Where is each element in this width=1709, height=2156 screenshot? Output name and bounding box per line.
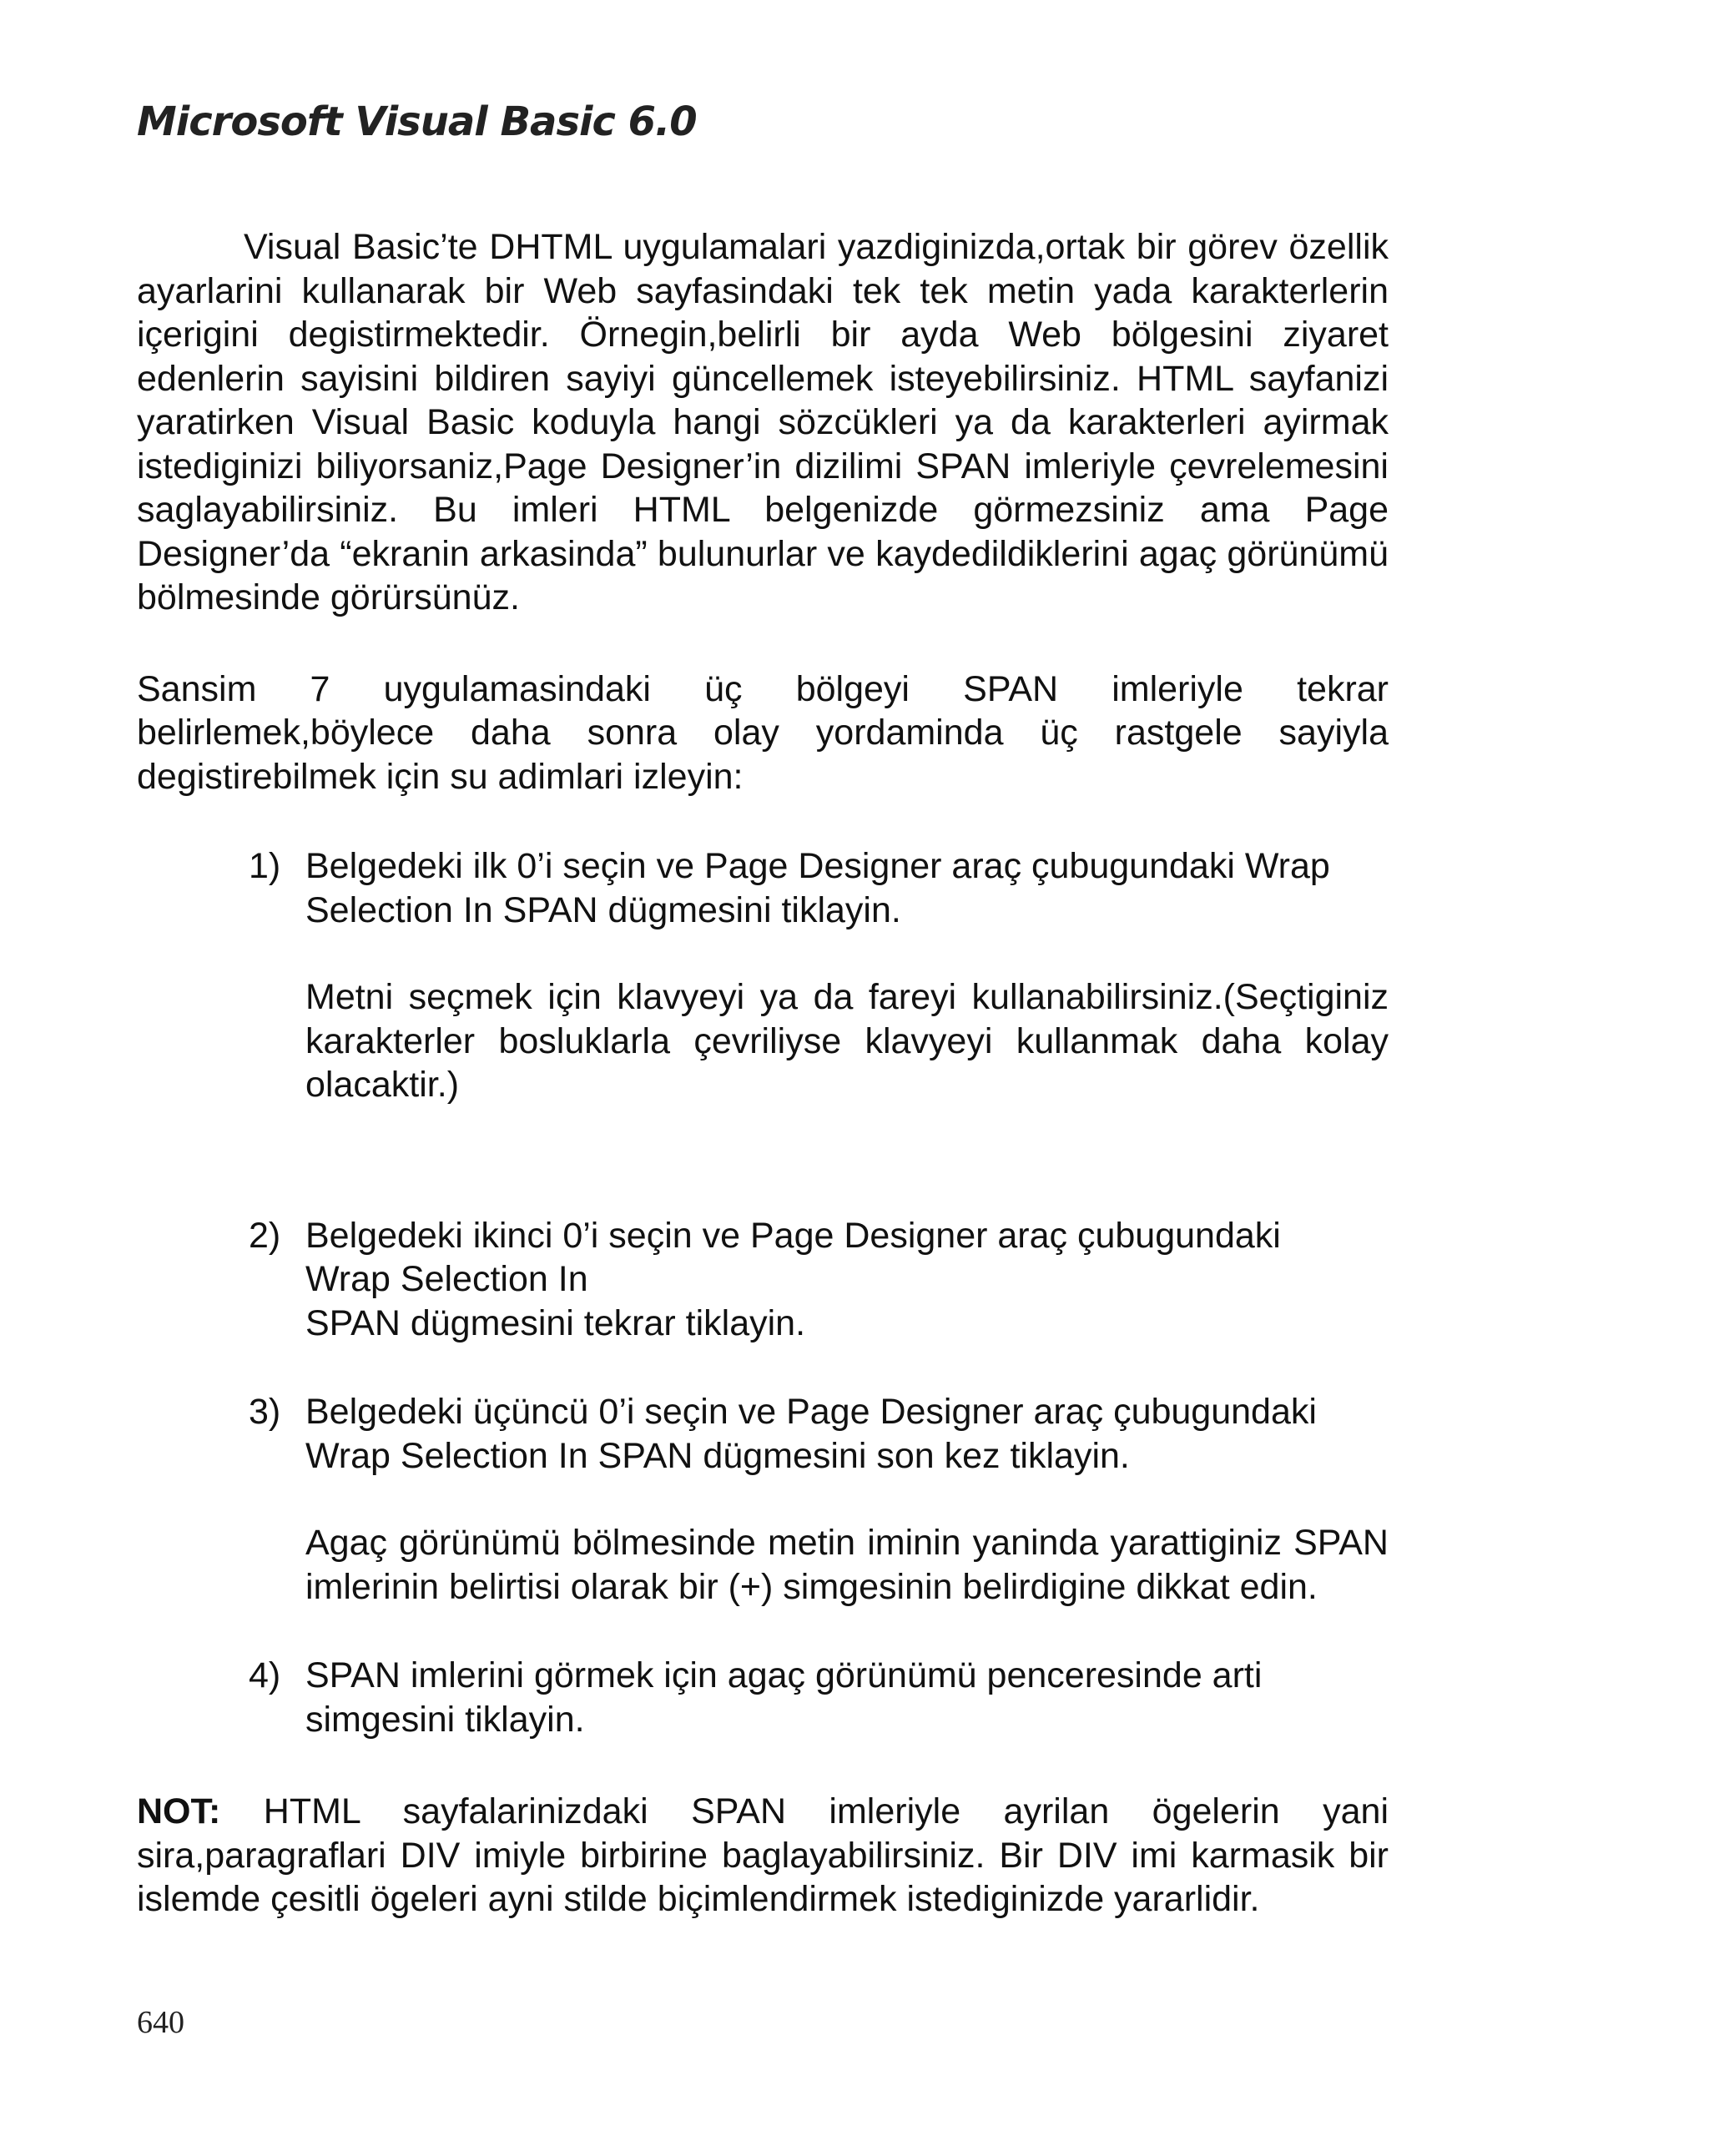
step-3 <box>137 1390 1389 1609</box>
step-number: 4) <box>249 1655 281 1695</box>
step-text-line: SPAN dügmesini tekrar tiklayin. <box>305 1302 806 1343</box>
page-body <box>137 225 1389 1922</box>
step-text: Belgedeki ilk 0’i seçin ve Page Designer araç çubugundaki Wrap Selection In SPAN dügmesini tiklayin. <box>305 846 1330 930</box>
step-text: SPAN imlerini görmek için agaç görünümü penceresinde arti simgesini tiklayin. <box>305 1655 1263 1740</box>
step-2 <box>137 1214 1389 1346</box>
note-text: HTML sayfalarinizdaki SPAN imleriyle ayrilan ögelerin yani sira,paragraflari DIV imiyle birbirine baglayabilirsiniz. Bir DIV imi karmasik bir islemde çesitli ögeleri ayni stilde biçimlendirmek istediginizde yararlidir. <box>137 1791 1389 1919</box>
step-number: 2) <box>249 1215 281 1256</box>
step-text-line: Wrap Selection In <box>305 1259 588 1299</box>
instructions-lead-paragraph: Sansim 7 uygulamasindaki üç bölgeyi SPAN imleriyle tekrar belirlemek,böylece daha sonra olay yordaminda üç rastgele sayiyla degistirebilmek için su adimlari izleyin: <box>137 668 1389 797</box>
intro-paragraph: Visual Basic’te DHTML uygulamalari yazdiginizda,ortak bir görev özellik ayarlarini kullanarak bir Web sayfasindaki tek tek metin yada karakterlerin içerigini degistirmektedir. Örnegin,belirli bir ayda Web bölgesini ziyaret edenlerin sayisini bildiren sayiyi güncellemek isteyebilirsiniz. HTML sayfanizi yaratirken Visual Basic koduyla hangi sözcükleri ya da karakterleri ayirmak istediginizi biliyorsaniz,Page Designer’in dizilimi SPAN imleriyle çevrelemesini saglayabilirsiniz. Bu imleri HTML belgenizde görmezsiniz ama Page Designer’da “ekranin arkasinda” bulunurlar ve kaydedildiklerini agaç görünümü bölmesinde görürsünüz. <box>137 227 1389 617</box>
step-text-line: Belgedeki ikinci 0’i seçin ve Page Designer araç çubugundaki <box>305 1215 1281 1256</box>
note-label: NOT: <box>137 1791 221 1831</box>
step-4 <box>137 1654 1389 1741</box>
step-1 <box>137 844 1389 1107</box>
step-text <box>305 1214 1389 1346</box>
step-number: 1) <box>249 846 281 886</box>
step-number: 3) <box>249 1392 281 1432</box>
step-list <box>137 844 1389 1741</box>
step-note: Agaç görünümü bölmesinde metin iminin yaninda yarattiginiz SPAN imlerinin belirtisi olarak bir (+) simgesinin belirdigine dikkat edin. <box>305 1523 1389 1607</box>
page-number: 640 <box>137 2005 184 2040</box>
step-note: Metni seçmek için klavyeyi ya da fareyi kullanabilirsiniz.(Seçtiginiz karakterler bosluklarla çevriliyse klavyeyi kullanmak daha kolay olacaktir.) <box>305 977 1389 1105</box>
note-paragraph <box>137 1790 1389 1922</box>
step-text: Belgedeki üçüncü 0’i seçin ve Page Designer araç çubugundaki Wrap Selection In SPAN dügmesini son kez tiklayin. <box>305 1392 1317 1476</box>
running-header: Microsoft Visual Basic 6.0 <box>137 98 697 145</box>
